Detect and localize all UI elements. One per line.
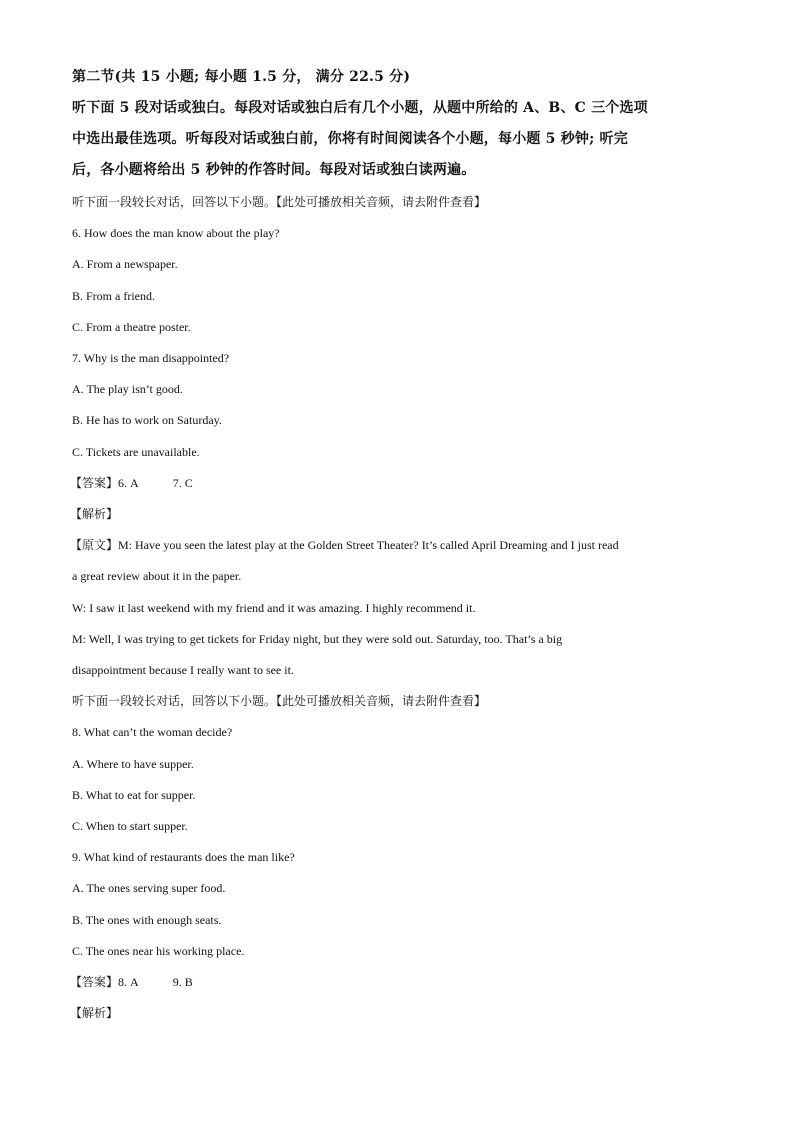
question-7-option-b: B. He has to work on Saturday. [72, 413, 222, 427]
question-9-option-a: A. The ones serving super food. [72, 881, 226, 895]
question-9-option-b: B. The ones with enough seats. [72, 913, 222, 927]
answer-7: 7. C [172, 476, 193, 490]
answer-label: 【答案】 [70, 476, 119, 490]
question-6-option-a: A. From a newspaper. [72, 257, 178, 271]
answer-label-2: 【答案】 [70, 975, 119, 989]
transcript-line-3: W: I saw it last weekend with my friend and it was amazing. I highly recommend it. [72, 601, 476, 615]
answer-6: 6. A [118, 476, 139, 490]
question-9-option-c: C. The ones near his working place. [72, 944, 245, 958]
transcript-line-1 [70, 537, 619, 553]
group2-analysis-label: 【解析】 [70, 1006, 119, 1020]
question-7: 7. Why is the man disappointed? [72, 351, 230, 365]
question-6: 6. How does the man know about the play? [72, 226, 280, 240]
instruction-line-3: 后，各小题将给出 5 秒钟的作答时间。每段对话或独白读两遍。 [72, 162, 476, 178]
question-8-option-b: B. What to eat for supper. [72, 788, 196, 802]
question-8: 8. What can’t the woman decide? [72, 725, 233, 739]
instruction-line-2: 中选出最佳选项。听每段对话或独白前，你将有时间阅读各个小题，每小题 5 秒钟; 听完 [72, 131, 628, 147]
question-7-option-a: A. The play isn’t good. [72, 382, 183, 396]
answer-9: 9. B [172, 975, 193, 989]
answer-8: 8. A [118, 975, 139, 989]
question-7-option-c: C. Tickets are unavailable. [72, 445, 200, 459]
instruction-line-1: 听下面 5 段对话或独白。每段对话或独白后有几个小题，从题中所给的 A、B、C 三个选项 [72, 100, 648, 116]
question-8-option-c: C. When to start supper. [72, 819, 188, 833]
group1-answer [70, 475, 193, 491]
question-6-option-c: C. From a theatre poster. [72, 320, 191, 334]
transcript-line-5: disappointment because I really want to see it. [72, 663, 294, 677]
group1-intro: 听下面一段较长对话，回答以下小题。【此处可播放相关音频，请去附件查看】 [72, 195, 487, 209]
group1-analysis-label: 【解析】 [70, 507, 119, 521]
group2-intro: 听下面一段较长对话，回答以下小题。【此处可播放相关音频，请去附件查看】 [72, 694, 487, 708]
transcript-label: 【原文】 [70, 538, 119, 552]
transcript-line-2: a great review about it in the paper. [72, 569, 242, 583]
question-6-option-b: B. From a friend. [72, 289, 155, 303]
group2-answer [70, 974, 193, 990]
section-title: 第二节(共 15 小题; 每小题 1.5 分， 满分 22.5 分) [72, 69, 411, 85]
transcript-text-1: M: Have you seen the latest play at the Golden Street Theater? It’s called April Dreaming and I just read [118, 538, 619, 552]
question-9: 9. What kind of restaurants does the man like? [72, 850, 295, 864]
transcript-line-4: M: Well, I was trying to get tickets for Friday night, but they were sold out. Saturday, too. That’s a big [72, 632, 563, 646]
question-8-option-a: A. Where to have supper. [72, 757, 194, 771]
